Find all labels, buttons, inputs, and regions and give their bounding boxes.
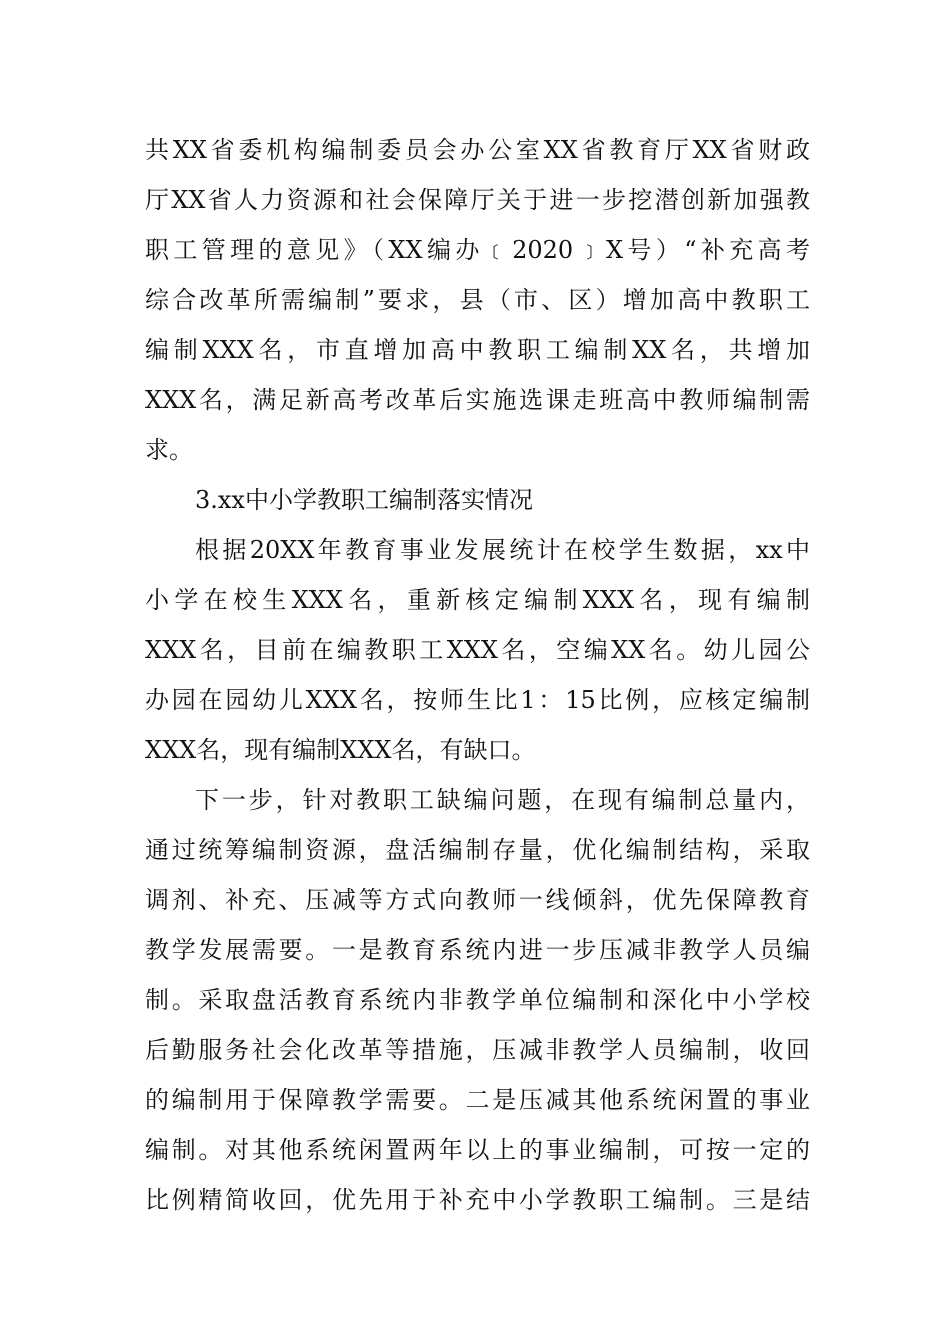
paragraph-staffing-status xyxy=(145,525,810,775)
text-line: 共XX省委机构编制委员会办公室XX省教育厅XX省财政 xyxy=(145,136,810,164)
text-line: 调剂、补充、压减等方式向教师一线倾斜，优先保障教育 xyxy=(145,886,810,914)
text-line: 制。采取盘活教育系统内非教学单位编制和深化中小学校 xyxy=(145,986,810,1014)
text-line: 职工管理的意见》（XX编办﹝2020﹞X号）“补充高考 xyxy=(145,236,810,264)
text-line: 根据20XX年教育事业发展统计在校学生数据，xx中 xyxy=(195,536,810,564)
text-line: 办园在园幼儿XXX名，按师生比1：15比例，应核定编制 xyxy=(145,686,810,714)
text-line: 编制。对其他系统闲置两年以上的事业编制，可按一定的 xyxy=(145,1136,810,1164)
text-line: 比例精简收回，优先用于补充中小学教职工编制。三是结 xyxy=(145,1186,810,1214)
text-line: 的编制用于保障教学需要。二是压减其他系统闲置的事业 xyxy=(145,1086,810,1114)
text-line: 综合改革所需编制”要求，县（市、区）增加高中教职工 xyxy=(145,286,810,314)
text-line: 厅XX省人力资源和社会保障厅关于进一步挖潜创新加强教 xyxy=(145,186,810,214)
paragraph-quota-increase xyxy=(145,125,810,475)
text-line: 后勤服务社会化改革等措施，压减非教学人员编制，收回 xyxy=(145,1036,810,1064)
text-line: 小学在校生XXX名，重新核定编制XXX名，现有编制 xyxy=(145,586,810,614)
text-line: 求。 xyxy=(145,436,193,464)
text-line: XXX名，满足新高考改革后实施选课走班高中教师编制需 xyxy=(145,386,810,414)
text-line: 教学发展需要。一是教育系统内进一步压减非教学人员编 xyxy=(145,936,810,964)
text-line: 编制XXX名，市直增加高中教职工编制XX名，共增加 xyxy=(145,336,810,364)
document-body xyxy=(145,125,810,1225)
paragraph-next-steps xyxy=(145,775,810,1225)
text-line: 通过统筹编制资源，盘活编制存量，优化编制结构，采取 xyxy=(145,836,810,864)
text-line: 下一步，针对教职工缺编问题，在现有编制总量内， xyxy=(195,786,810,814)
section-heading: 3.xx中小学教职工编制落实情况 xyxy=(195,486,533,514)
text-line: XXX名，目前在编教职工XXX名，空编XX名。幼儿园公 xyxy=(145,636,810,664)
text-line: XXX名，现有编制XXX名，有缺口。 xyxy=(145,736,536,764)
